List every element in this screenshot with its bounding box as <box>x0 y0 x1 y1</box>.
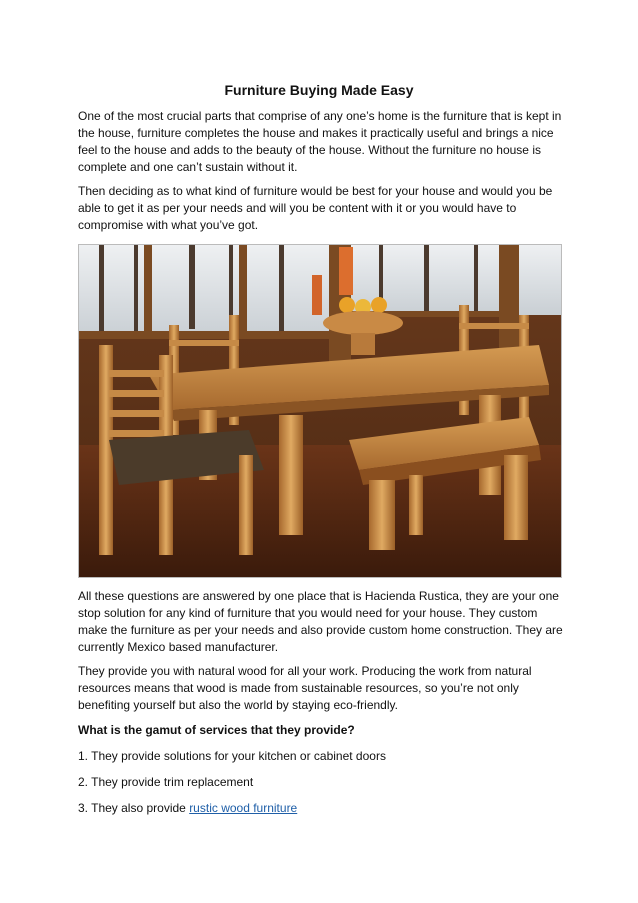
service-item-2: 2. They provide trim replacement <box>78 775 254 789</box>
text-line: complete and one can’t sustain without it. <box>78 160 298 174</box>
page-title: Furniture Buying Made Easy <box>224 82 414 98</box>
text-line: currently Mexico based manufacturer. <box>78 640 279 654</box>
rustic-wood-furniture-link[interactable]: rustic wood furniture <box>189 801 298 815</box>
text-line: compromise with what you’ve got. <box>78 218 259 232</box>
text-line: able to get it as per your needs and will you be content with it or you would have to <box>78 201 517 215</box>
text-line: benefiting yourself but also the world by staying eco-friendly. <box>78 698 398 712</box>
text-line: Then deciding as to what kind of furniture would be best for your house and would you be <box>78 184 553 198</box>
intro-paragraph <box>78 108 562 176</box>
text-line: feel to the house and adds to the beauty of the house. Without the furniture no house is <box>78 143 541 157</box>
service-item-3-text: 3. They also provide <box>78 801 190 815</box>
text-line: All these questions are answered by one place that is Hacienda Rustica, they are your one <box>78 589 559 603</box>
rustic-dining-set-photo <box>78 244 562 578</box>
services-heading: What is the gamut of services that they provide? <box>78 723 355 737</box>
text-line: make the furniture as per your needs and also provide custom home construction. They are <box>78 623 563 637</box>
text-line: They provide you with natural wood for all your work. Producing the work from natural <box>78 664 532 678</box>
text-line: One of the most crucial parts that comprise of any one’s home is the furniture that is kept in <box>78 109 562 123</box>
text-line: resources means that wood is made from sustainable resources, so you’re not only <box>78 681 519 695</box>
text-line: the house, furniture completes the house and makes it practically useful and brings a nice <box>78 126 554 140</box>
answer-paragraph <box>78 588 562 656</box>
service-item-3 <box>78 800 562 817</box>
question-paragraph <box>78 183 562 234</box>
service-item-1: 1. They provide solutions for your kitchen or cabinet doors <box>78 749 386 763</box>
text-line: stop solution for any kind of furniture that you would need for your house. They custom <box>78 606 538 620</box>
wood-paragraph <box>78 663 562 714</box>
